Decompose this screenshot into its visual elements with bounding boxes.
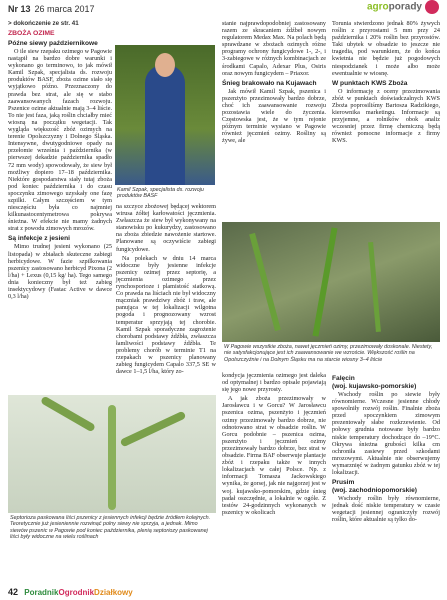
column-1 xyxy=(8,20,112,302)
field-photo xyxy=(222,222,440,342)
paragraph: Wschody roślin były równomierne, jednak dość niskie temperatury w czasie wegetacji jesiennej ograniczyły rozwój roślin, które aktualnie są tylko do- xyxy=(332,495,440,524)
flower-icon xyxy=(425,0,439,14)
subheading: Śnieg brakowało na Kujawach xyxy=(222,79,317,87)
footer-brand-3: Działkowy xyxy=(94,588,133,597)
paragraph: stanie najprawdopodobniej zastosowany razem ze skracaniem źdźbeł nowym regulatorem Medax Max. Na polach będą sprawdzane w zbożach ozimych różne programy ochrony fungicydowe 1-, 2-, i 3-zabiegowe w różnych kombinacjach ze środkami Capalo, Adexar Plus, Osiris oraz nowym fungicydem – Priaxor. xyxy=(222,20,326,77)
paragraph: kondycja jęczmienia ozimego jest daleka od optymalnej i bardzo opisale pojawiają się jego nowe przyrosty. xyxy=(222,372,326,394)
brand-logo: agroporady xyxy=(367,0,439,14)
page-footer xyxy=(8,587,133,597)
continuation-note: > dokończenie ze str. 41 xyxy=(8,20,79,27)
paragraph: Wschody roślin po siewie były równomierne. Wczesne jesienne chłody spowolniły rozwój roślin. Finalnie zboża przed spoczynkiem zimowym prezentowały słabe rozkrzewienie. Od połowy grudnia notowane były bardzo niskie temperatury dochodzące do –19°C. Okrywa śnieżna grubości kilka cm ochroniła zasiewy przed szkodami mrozowymi. Aktualnie nie obserwujemy wymarznięć w żadnym gatunku zbóż w tej lokalizacji. xyxy=(332,391,440,477)
subheading: (woj. kujawsko-pomorskie) xyxy=(332,383,417,390)
leaf-photo-caption: Septorioza paskowana liści pszenicy z jesiennych infekcji będzie źródłem kolejnych. Teoretycznie już jesieniennie rozwinąć polny siewy nie sprzyja, a jednak. Mimo siewów pszenic w Pagowie pod koniec października, plenią septoriozy paskowanej liści były widoczne na wielu roślinach xyxy=(10,515,211,540)
subheading: Są infekcje z jesieni xyxy=(8,235,70,243)
subheading: Falęcin xyxy=(332,375,355,382)
column-3 xyxy=(222,20,326,147)
paragraph: O informację z oceny przezimowania zbóż w punktach doświadczalnych KWS Zboża poprosiliśmy Bartosza Radzikiego, kierownika marketingu. Informacje są przyjemne, a rolników obok analiz wczesniej przez firmę chemiczną będą również pomocne informacje z firmy KWS. xyxy=(332,87,440,145)
paragraph: Mimo trudnej jesieni wykonano (25 listopada) w zbiałach skuteczne zabiegi herbicydowe. W fazie szpilkowania pszenicy zastosowano herbicyd Pixona (2 l/ha) + Lexus (0,15 kg/ ha). Tego samego dnia konieczny był też zabieg insektycydowy (Fastac Active w dawce 0,3 l/ha) xyxy=(8,243,112,301)
field-photo-caption: W Pagowie wszystkie zboża, nawet jęczmień ozimy, przezimowały doskonale. Niestety, nie satysfakcjonujące jest ich zaawansowanie we wzroście. Większość roślin na Opolszczyźnie i na Dolnym Śląsku ma na starcie wiosny 3–4 liście xyxy=(224,344,433,363)
page-number: 42 xyxy=(8,587,19,597)
specialist-photo xyxy=(115,45,215,185)
footer-brand-2: Ogrodnik xyxy=(58,588,95,597)
paragraph: A jak zboża przezimowały w Jarosławcu i w Gorcu? W Jarosławcu pszenica ozima, pszenżyto i jęczmień ozimy przezimowały bardzo dobrze, nie odnotowano strat w obsadzie roślin. W Gorcu podobnie – pszenica ozima, pszenżyto i jęczmień ozimy przezimowały bardzo dobrze, bez strat w obsadzie. Firma BAF obserwuje plantacje zbóż i rzepaku także w innych lokalizacjach w całej Polsce. Np. z informacji Tomasza Jackowskiego wynika, że gorsej, jak nie najgorzej jest w woj. kujawsko-pomorskim, gdzie śnieg padał oszczędnie, a lokalnie w ogóle. Z testów 24-godzinnych wykonanych w pszenicy w okolicach xyxy=(222,395,326,516)
subheading: W punktach KWS Zboża xyxy=(332,79,408,87)
paragraph: na szczyce zbożowej będącej wektorem wirusa żółtej karłowatości jęczmienia. Zwłaszcza że siew był wykonywany na stanowisku po kukurydzy, zastosowano na zboża zbiedzie nawożenie startowe. Planowane są oczywiście zabiegi fungicydowe. xyxy=(116,203,216,253)
column-4-bottom xyxy=(332,372,440,526)
footer-brand-1: Poradnik xyxy=(24,588,59,597)
paragraph: Na polekach w dniu 14 marca widoczne były jesienne infekcje pszenicy ozimej przez septorię, a jęczmienia ozimego przez rynchosporioze i plamistość siatkową. Co prawda na liściach nie był widoczny mączniak prawdziwy zbóż i traw, ale panująca w tej lokalizacji wilgotna pogoda i prognozowany wzrost temperatur sprzyjają tej chorobie. Kamil Szpak sporadyczne zagrożenie chorobami podstawy źdźbła, zwłaszcza łamliwości podstawy źdźbła. Te problemy chorób w terminie T1 na rzepakach w pszenicy planowany zabieg fungicydem Capalo 337,5 SE w dawce 1–1,5 l/ha, który zo- xyxy=(116,254,216,376)
issue-info: Nr 13 26 marca 2017 xyxy=(8,4,95,14)
photo-caption: Kamil Szpak, specjalista ds. rozwoju produktów BASF xyxy=(117,187,204,200)
subheading: (woj. zachodniopomorskie) xyxy=(332,487,417,495)
subheading: Prusim xyxy=(332,479,355,487)
paragraph: Torunia stwierdzono jednak 80% żywych roślin z przyrostami 5 mm przy 24 października i 20% roślin bez przyrostów. Taki ubytek w obsadzie to jeszcze nie tragedia, pod warunkiem, że do końca kwietnia nie będzie już pogodowych niespodzianek i może albo może ewentualnie w wiosnę. xyxy=(332,20,440,77)
leaf-photo xyxy=(8,395,216,513)
paragraph: O ile siew rzepaku ozimego w Pagowie nastąpił na bardzo dobre warunki i wykonano go terminowo, to jak mówił Kamil Szpak, specjalista ds. rozwoju produktów BASF, zboża ozime siało się wyjątkowo późno. Przeznaczony do prawda bez strat, ale się w stabo zaawansowanych fazach rozwoju. Pszenice ozime aktualnie mają 3–4 liście. To nie jest faza, jaką roślin chciałby mieć wiosną na początku wegetacji. Tak wygląda większość zbóż ozimych na terenie Opolszczyzny i Dolnego Śląska. Intensywne, dwutygodniowe opady na przełomie września i października (w pierwszej dekadzie października spadło 72 mm wody) spowodowały, że siew był możliwy dopiero 17–18 października. Niektóre gospodarstwa siały tutaj zboża pod koniec października i do czasu spoczynku zimowego uzyskały one fazę szpilki. Całym szczęściem w tym niesczęściu była co najmniej kilkunastocentymetrowa pokrywa śnieżna. W efekcie nie mamy żadnych strat z powodu zimowych mrozów. xyxy=(8,48,112,233)
column-4 xyxy=(332,20,440,147)
paragraph: Jak mówił Kamil Szpak, pszenica i pszenżyto przezimowały bardzo dobrze, choć ich zaawansowanie rozwoju pozostawia wiele do życzenia. Częstowska jest, że w tym rejonie późnym terminie wysiano w Pagowie również jęczmień ozimy. Rośliny są żywe, ale xyxy=(222,87,326,145)
column-3-bottom xyxy=(222,372,326,518)
column-2 xyxy=(116,203,216,377)
section-title: ZBOŻA OZIME xyxy=(8,30,55,37)
subheading: Późne siewy październikowe xyxy=(8,40,98,47)
